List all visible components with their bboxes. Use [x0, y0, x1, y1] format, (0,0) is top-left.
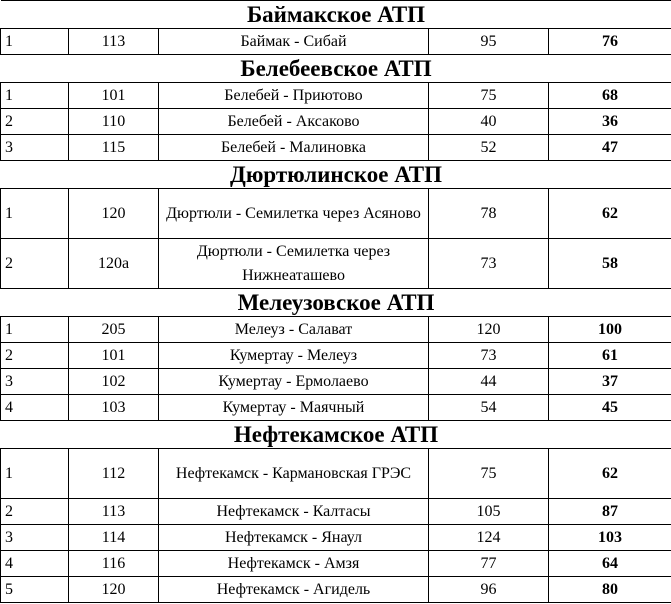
table-row	[1, 499, 671, 525]
table-row	[1, 395, 671, 421]
row-number: 1	[1, 189, 69, 239]
row-number: 4	[1, 395, 69, 421]
old-fare: 120	[429, 317, 549, 343]
new-fare: 80	[549, 577, 671, 603]
section-title: Нефтекамское АТП	[1, 421, 671, 449]
route-number: 205	[69, 317, 159, 343]
row-number: 1	[1, 449, 69, 499]
section-header-row	[1, 289, 671, 317]
route-name: Нефтекамск - Калтасы	[159, 499, 429, 525]
section-header-row	[1, 161, 671, 189]
section-title: Белебеевское АТП	[1, 55, 671, 83]
old-fare: 95	[429, 29, 549, 55]
route-name: Нефтекамск - Янаул	[159, 525, 429, 551]
section-title: Баймакское АТП	[1, 1, 671, 29]
new-fare: 47	[549, 135, 671, 161]
old-fare: 40	[429, 109, 549, 135]
route-name: Дюртюли - Семилетка через Асяново	[159, 189, 429, 239]
old-fare: 77	[429, 551, 549, 577]
section-header-row	[1, 55, 671, 83]
table-row	[1, 577, 671, 603]
row-number: 5	[1, 577, 69, 603]
row-number: 3	[1, 369, 69, 395]
route-number: 102	[69, 369, 159, 395]
table-row	[1, 239, 671, 289]
route-number: 120	[69, 577, 159, 603]
route-name: Нефтекамск - Агидель	[159, 577, 429, 603]
table-row	[1, 189, 671, 239]
route-number: 113	[69, 29, 159, 55]
route-number: 113	[69, 499, 159, 525]
route-number: 103	[69, 395, 159, 421]
route-number: 114	[69, 525, 159, 551]
table-row	[1, 343, 671, 369]
old-fare: 52	[429, 135, 549, 161]
new-fare: 103	[549, 525, 671, 551]
route-number: 110	[69, 109, 159, 135]
route-name: Белебей - Аксаково	[159, 109, 429, 135]
table-row	[1, 317, 671, 343]
row-number: 2	[1, 499, 69, 525]
new-fare: 61	[549, 343, 671, 369]
old-fare: 96	[429, 577, 549, 603]
new-fare: 36	[549, 109, 671, 135]
new-fare: 76	[549, 29, 671, 55]
new-fare: 87	[549, 499, 671, 525]
row-number: 1	[1, 317, 69, 343]
old-fare: 124	[429, 525, 549, 551]
route-name: Белебей - Приютово	[159, 83, 429, 109]
fares-table-body	[1, 1, 671, 603]
section-header-row	[1, 1, 671, 29]
old-fare: 54	[429, 395, 549, 421]
old-fare: 73	[429, 343, 549, 369]
table-row	[1, 551, 671, 577]
route-name: Нефтекамск - Амзя	[159, 551, 429, 577]
new-fare: 37	[549, 369, 671, 395]
new-fare: 45	[549, 395, 671, 421]
new-fare: 100	[549, 317, 671, 343]
section-title: Мелеузовское АТП	[1, 289, 671, 317]
new-fare: 68	[549, 83, 671, 109]
table-row	[1, 135, 671, 161]
route-name: Дюртюли - Семилетка через Нижнеаташево	[159, 239, 429, 289]
old-fare: 44	[429, 369, 549, 395]
route-name: Мелеуз - Салават	[159, 317, 429, 343]
route-name: Кумертау - Маячный	[159, 395, 429, 421]
route-number: 101	[69, 343, 159, 369]
row-number: 4	[1, 551, 69, 577]
old-fare: 78	[429, 189, 549, 239]
row-number: 3	[1, 525, 69, 551]
table-row	[1, 449, 671, 499]
table-row	[1, 525, 671, 551]
row-number: 1	[1, 83, 69, 109]
table-row	[1, 369, 671, 395]
table-row	[1, 83, 671, 109]
route-name: Нефтекамск - Кармановская ГРЭС	[159, 449, 429, 499]
route-name: Баймак - Сибай	[159, 29, 429, 55]
route-number: 116	[69, 551, 159, 577]
route-name: Белебей - Малиновка	[159, 135, 429, 161]
old-fare: 75	[429, 83, 549, 109]
new-fare: 58	[549, 239, 671, 289]
row-number: 2	[1, 239, 69, 289]
row-number: 2	[1, 343, 69, 369]
old-fare: 75	[429, 449, 549, 499]
row-number: 1	[1, 29, 69, 55]
old-fare: 73	[429, 239, 549, 289]
table-row	[1, 29, 671, 55]
new-fare: 62	[549, 189, 671, 239]
row-number: 2	[1, 109, 69, 135]
old-fare: 105	[429, 499, 549, 525]
table-row	[1, 109, 671, 135]
route-number: 120	[69, 189, 159, 239]
route-number: 101	[69, 83, 159, 109]
route-name: Кумертау - Ермолаево	[159, 369, 429, 395]
route-number: 112	[69, 449, 159, 499]
new-fare: 62	[549, 449, 671, 499]
route-name: Кумертау - Мелеуз	[159, 343, 429, 369]
route-number: 120а	[69, 239, 159, 289]
row-number: 3	[1, 135, 69, 161]
section-header-row	[1, 421, 671, 449]
new-fare: 64	[549, 551, 671, 577]
section-title: Дюртюлинское АТП	[1, 161, 671, 189]
route-number: 115	[69, 135, 159, 161]
